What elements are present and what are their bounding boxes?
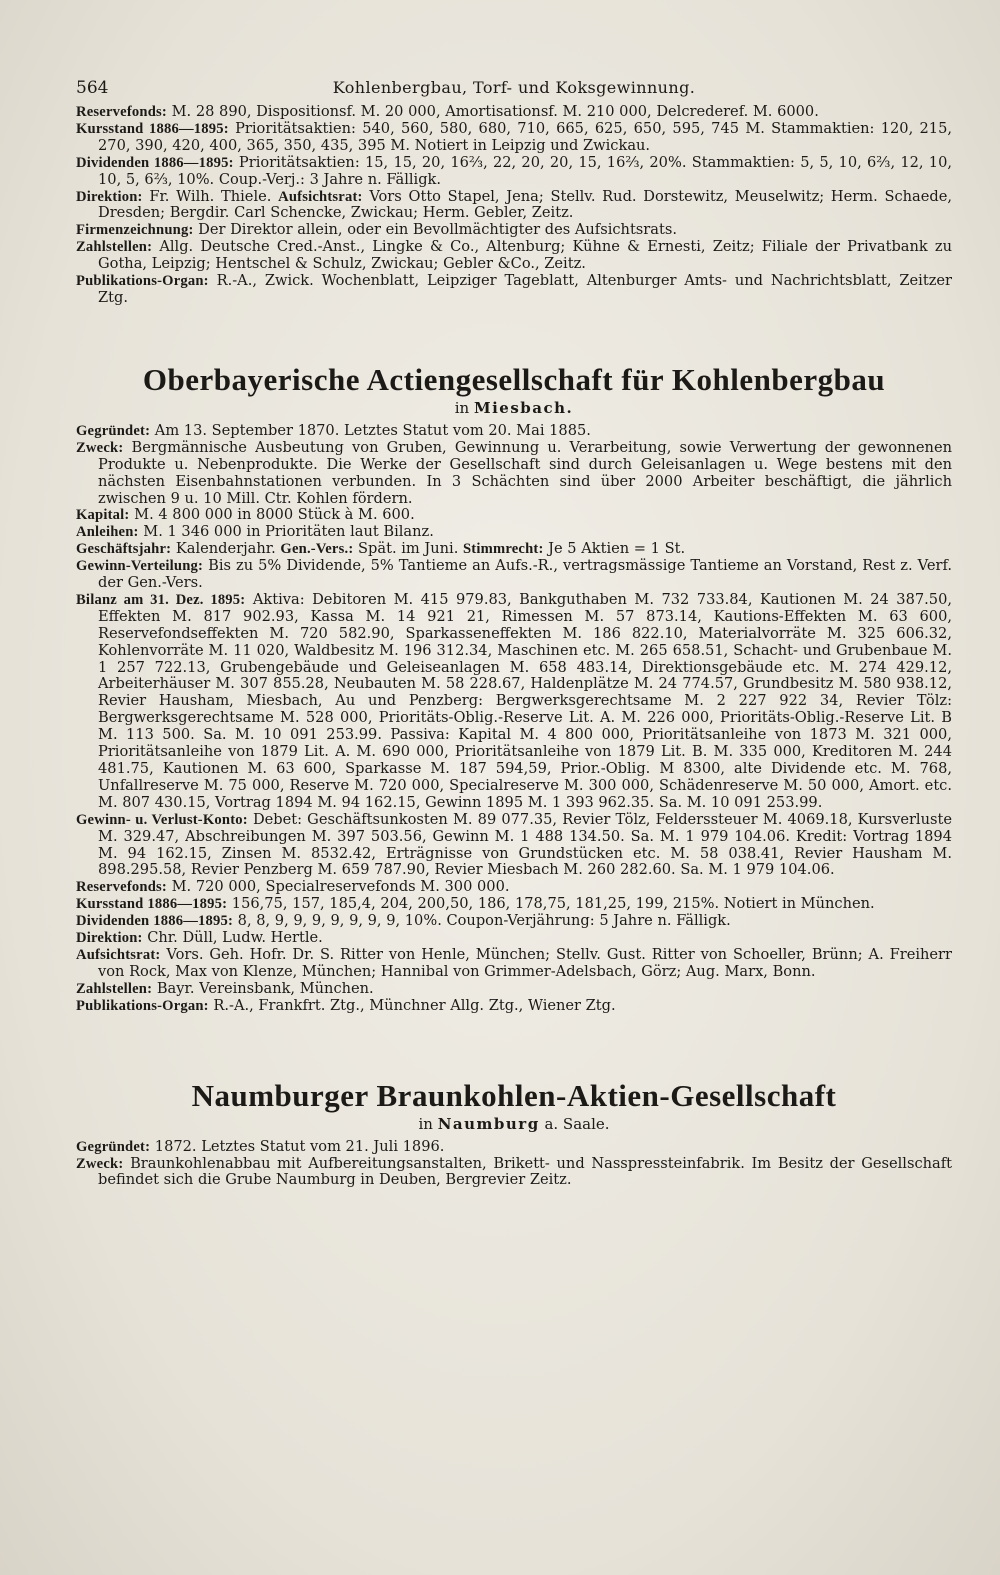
entry-label: Zahlstellen: <box>76 239 153 256</box>
entry-text-gen-vers: Spät. im Juni. <box>353 540 463 558</box>
entry-label: Reservefonds: <box>76 879 167 896</box>
entry-zweck <box>76 440 952 508</box>
location-city: Naumburg <box>437 1114 540 1133</box>
location-prefix: in <box>454 398 474 417</box>
entry-text: Braunkohlenabbau mit Aufbereitungsanstalten, Brikett- und Nasspressteinfabrik. Im Besitz der Gesellschaft befindet sich die Grube Naumburg in Deuben, Bergrevier Zeitz. <box>98 1154 952 1189</box>
entry-kursstand <box>76 121 952 155</box>
entry-label: Gegründet: <box>76 422 151 439</box>
entry-label: Geschäftsjahr: <box>76 541 172 558</box>
entry-text: Prioritätsaktien: 540, 560, 580, 680, 710, 665, 625, 650, 595, 745 M. Stammaktien: 120, 215, 270, 390, 420, 400, 365, 350, 435, 395 M. Notiert in Leipzig und Zwickau. <box>98 119 952 154</box>
location-prefix: in <box>418 1114 438 1133</box>
entry-label: Kursstand 1886—1895: <box>76 896 228 913</box>
entry-label-stimmrecht: Stimmrecht: <box>462 541 544 558</box>
entry-bilanz <box>76 592 952 812</box>
entry-label: Dividenden 1886—1895: <box>76 913 234 930</box>
entry-text: 8, 8, 9, 9, 9, 9, 9, 9, 9, 10%. Coupon-Verjährung: 5 Jahre n. Fälligk. <box>233 912 731 930</box>
entry-text: Aktiva: Debitoren M. 415 979.83, Bankguthaben M. 732 733.84, Kautionen M. 24 387.50, Effekten M. 817 902.93, Kassa M. 14 921 21, Rimessen M. 57 873.14, Kautions-Effekten M. 63 600, Reservefondseffekten M. 720 582.90, Sparkasseneffekten M. 186 822.10, Materialvorräte M. 325 606.32, Kohlenvorräte M. 11 020, Waldbesitz M. 196 312.34, Maschinen etc. M. 265 658.51, Schacht- und Grubenbaue M. 1 257 722.13, Grubengebäude und Geleiseanlagen M. 658 483.14, Direktionsgebäude etc. M. 274 429.12, Arbeiterhäuser M. 307 855.28, Neubauten M. 58 228.67, Haldenplätze M. 24 774.57, Grundbesitz M. 580 938.12, Revier Hausham, Miesbach, Au und Penzberg: Bergwerksgerechtsame M. 2 227 922 34, Revier Tölz: Bergwerksgerechtsame M. 528 000, Prioritäts-Oblig.-Reserve Lit. A. M. 226 000, Prioritäts-Oblig.-Reserve Lit. B M. 113 500. Sa. M. 10 091 253.99. Passiva: Kapital M. 4 800 000, Prioritätsanleihe von 1873 M. 321 000, Prioritätsanleihe von 1879 Lit. A. M. 690 000, Prioritätsanleihe von 1879 Lit. B. M. 335 000, Kreditoren M. 244 481.75, Kautionen M. 63 600, Sparkasse M. 187 594,59, Prior.-Oblig. M 8300, alte Dividende etc. M. 768, Unfallreserve M. 75 000, Reserve M. 720 000, Specialreserve M. 300 000, Schädenreserve M. 50 000, Amort. etc. M. 807 430.15, Vortrag 1894 M. 94 162.15, Gewinn 1895 M. 1 393 962.35. Sa. M. 10 091 253.99. <box>98 590 953 811</box>
entry-text: M. 4 800 000 in 8000 Stück à M. 600. <box>129 506 415 524</box>
entry-label: Publikations-Organ: <box>76 997 209 1014</box>
entry-text: Prioritätsaktien: 15, 15, 20, 16⅔, 22, 20, 20, 15, 16⅔, 20%. Stammaktien: 5, 5, 10, 6⅔, 12, 10, 10, 5, 6⅔, 10%. Coup.-Verj.: 3 Jahre n. Fälligk. <box>98 153 952 188</box>
company-title-oberbayerische: Oberbayerische Actiengesellschaft für Kohlenbergbau <box>142 361 886 397</box>
entry-gegruendet <box>76 423 952 440</box>
entry-text: M. 28 890, Dispositionsf. M. 20 000, Amortisationsf. M. 210 000, Delcrederef. M. 6000. <box>166 103 819 120</box>
running-head <box>76 70 952 104</box>
entry-direktion <box>76 189 952 223</box>
entry-label: Direktion: <box>76 188 143 205</box>
entry-geschaeftsjahr <box>76 541 952 558</box>
company-location-miesbach <box>76 399 952 417</box>
entry-text: Debet: Geschäftsunkosten M. 89 077.35, Revier Tölz, Felderssteuer M. 4069.18, Kursverluste M. 329.47, Abschreibungen M. 397 503.56, Gewinn M. 1 488 134.50. Sa. M. 1 979 104.06. Kredit: Vortrag 1894 M. 94 162.15, Zinsen M. 8532.42, Erträgnisse von Grundstücken etc. M. 58 038.41, Revier Hausham M. 898.295.58, Revier Penzberg M. 659 787.90, Revier Miesbach M. 260 282.60. Sa. M. 1 979 104.06. <box>98 810 952 879</box>
entry-text-aufsichtsrat: Vors Otto Stapel, Jena; Stellv. Rud. Dorstewitz, Meuselwitz; Herm. Schaede, Dresden; Bergdir. Carl Schencke, Zwickau; Herm. Gebler, Zeitz. <box>98 187 952 222</box>
entry-gewinn-verteilung <box>76 558 952 592</box>
entry-text: M. 720 000, Specialreservefonds M. 300 000. <box>166 878 510 896</box>
entry-text: Vors. Geh. Hofr. Dr. S. Ritter von Henle, München; Stellv. Gust. Ritter von Schoeller, Brünn; A. Freiherr von Rock, Max von Klenze, München; Hannibal von Grimmer-Adelsbach, Görz; Aug. Marx, Bonn. <box>98 945 952 980</box>
entry-text: 1872. Letztes Statut vom 21. Juli 1896. <box>150 1137 445 1155</box>
entry-label: Dividenden 1886—1895: <box>76 154 234 171</box>
running-head-title: Kohlenbergbau, Torf- und Koksgewinnung. <box>332 78 696 97</box>
entry-label: Kursstand 1886—1895: <box>76 120 229 137</box>
entry-text: R.-A., Zwick. Wochenblatt, Leipziger Tageblatt, Altenburger Amts- und Nachrichtsblatt, Zeitzer Ztg. <box>98 272 952 306</box>
entry-label: Zahlstellen: <box>76 980 153 997</box>
company-title-naumburger: Naumburger Braunkohlen-Aktien-Gesellschaft <box>191 1077 837 1113</box>
entry-text: Bergmännische Ausbeutung von Gruben, Gewinnung u. Verarbeitung, sowie Verwertung der gewonnenen Produkte u. Nebenprodukte. Die Werke der Gesellschaft sind durch Geleisanlagen u. Wege bestens mit den nächsten Eisenbahnstationen verbunden. In 3 Schächten sind über 2000 Arbeiter beschäftigt, die jährlich zwischen 9 u. 10 Mill. Ctr. Kohlen fördern. <box>98 438 952 507</box>
entry-zweck <box>76 1156 952 1190</box>
entry-text: Am 13. September 1870. Letztes Statut vom 20. Mai 1885. <box>150 421 591 439</box>
entry-label: Zweck: <box>76 1155 124 1172</box>
entry-label: Firmenzeichnung: <box>76 222 194 239</box>
entry-zahlstellen <box>76 239 952 273</box>
company-location-naumburg <box>76 1115 952 1133</box>
entry-direktion <box>76 930 952 947</box>
entry-label: Aufsichtsrat: <box>76 946 161 963</box>
entry-text: R.-A., Frankfrt. Ztg., Münchner Allg. Ztg., Wiener Ztg. <box>208 996 616 1014</box>
entry-label: Gewinn-Verteilung: <box>76 558 204 575</box>
entry-firmenzeichnung <box>76 222 952 239</box>
entry-gewinn-verlust-konto <box>76 812 952 880</box>
entry-text: 156,75, 157, 185,4, 204, 200,50, 186, 178,75, 181,25, 199, 215%. Notiert in München. <box>227 895 875 913</box>
entry-label: Kapital: <box>76 507 130 524</box>
entry-text: Allg. Deutsche Cred.-Anst., Lingke & Co., Altenburg; Kühne & Ernesti, Zeitz; Filiale der Privatbank zu Gotha, Leipzig; Hentschel & Schulz, Zwickau; Gebler &Co., Zeitz. <box>98 238 952 273</box>
entry-text: Fr. Wilh. Thiele. <box>142 187 279 205</box>
entry-text: M. 1 346 000 in Prioritäten laut Bilanz. <box>138 523 434 541</box>
entry-dividenden <box>76 913 952 930</box>
section-previous-company <box>76 104 952 307</box>
entry-label-gen-vers: Gen.-Vers.: <box>280 541 354 558</box>
entry-text: Bayr. Vereinsbank, München. <box>152 979 374 997</box>
location-city: Miesbach. <box>473 398 574 417</box>
entry-publikations-organ <box>76 998 952 1015</box>
entry-label: Direktion: <box>76 930 143 947</box>
entry-anleihen <box>76 524 952 541</box>
entry-label: Bilanz am 31. Dez. 1895: <box>76 591 246 608</box>
entry-kapital <box>76 507 952 524</box>
entry-label: Zweck: <box>76 439 124 456</box>
entry-label: Gegründet: <box>76 1138 151 1155</box>
entry-label: Publikations-Organ: <box>76 273 209 290</box>
entry-zahlstellen <box>76 981 952 998</box>
section-oberbayerische <box>76 423 952 1015</box>
entry-label: Anleihen: <box>76 524 139 541</box>
entry-reservefonds <box>76 879 952 896</box>
entry-publikations-organ <box>76 273 952 307</box>
entry-text-stimmrecht: Je 5 Aktien = 1 St. <box>543 540 686 558</box>
entry-reservefonds <box>76 104 952 121</box>
entry-kursstand <box>76 896 952 913</box>
entry-label: Reservefonds: <box>76 104 167 120</box>
entry-aufsichtsrat <box>76 947 952 981</box>
page-number: 564 <box>76 78 109 98</box>
entry-text: Kalenderjahr. <box>171 540 281 558</box>
entry-text: Der Direktor allein, oder ein Bevollmächtigter des Aufsichtsrats. <box>193 221 677 239</box>
entry-dividenden <box>76 155 952 189</box>
location-suffix: a. Saale. <box>539 1114 610 1133</box>
entry-text: Chr. Düll, Ludw. Hertle. <box>142 929 323 947</box>
entry-label-aufsichtsrat: Aufsichtsrat: <box>278 188 363 205</box>
section-naumburger <box>76 1139 952 1190</box>
entry-gegruendet <box>76 1139 952 1156</box>
entry-text: Bis zu 5% Dividende, 5% Tantieme an Aufs.-R., vertragsmässige Tantieme an Vorstand, Rest z. Verf. der Gen.-Vers. <box>98 557 952 592</box>
entry-label: Gewinn- u. Verlust-Konto: <box>76 811 248 828</box>
